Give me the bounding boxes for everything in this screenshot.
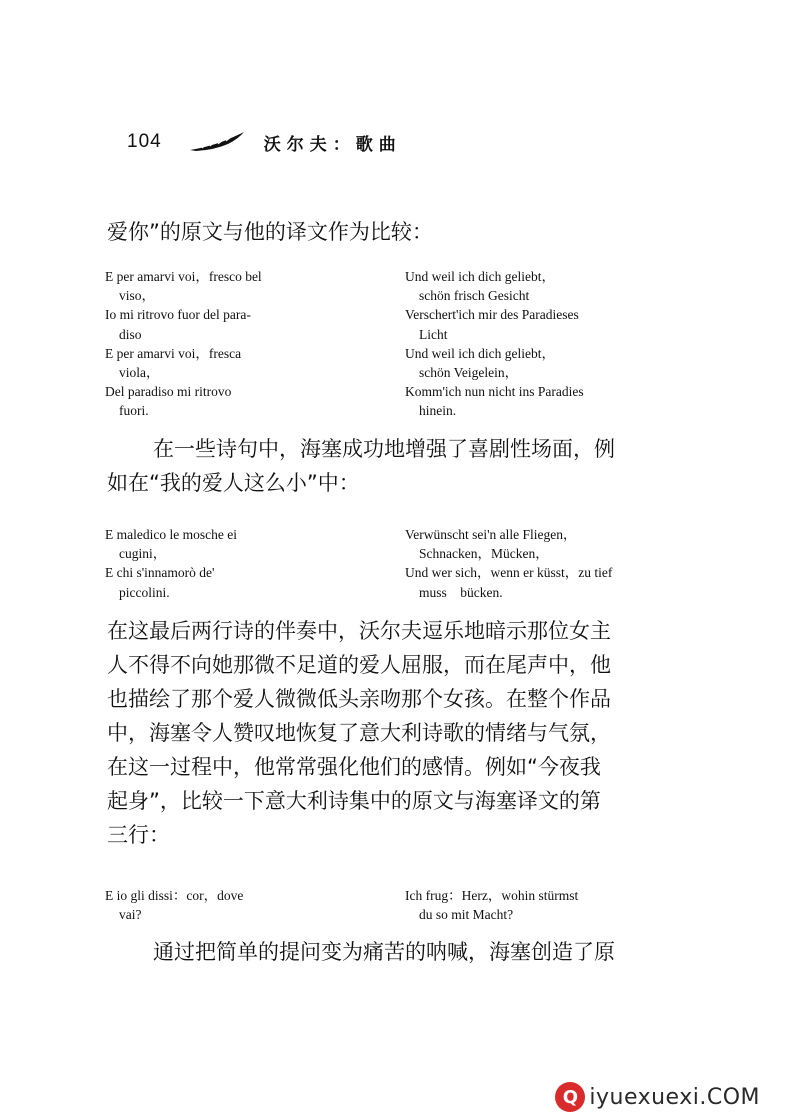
text-line: 人不得不向她那微不足道的爱人屈服，而在尾声中，他 [107,653,611,677]
text-line: 也描绘了那个爱人微微低头亲吻那个女孩。在整个作品 [107,687,611,711]
text-line: 如在“我的爱人这么小”中： [107,471,360,495]
text-line: 中，海塞令人赞叹地恢复了意大利诗歌的情绪与气氛， [107,721,611,745]
verse-line: diso [119,326,142,342]
text-line: 在一些诗句中，海塞成功地增强了喜剧性场面，例 [153,437,615,461]
verse-line: hinein. [419,403,457,419]
watermark-logo-icon: Q [555,1082,585,1112]
verse-block-1 [105,267,670,421]
verse-german [405,886,670,924]
verse-line: schön Veigelein， [419,365,519,381]
text-line: 三行： [107,823,170,847]
verse-line: muss bücken. [419,584,503,600]
site-watermark [555,1082,760,1112]
verse-line: viola， [119,365,160,381]
verse-line: E per amarvi voi，fresca [105,345,242,361]
text-line: 起身”，比较一下意大利诗集中的原文与海塞译文的第 [107,789,601,813]
text-line: 通过把简单的提问变为痛苦的呐喊，海塞创造了原 [153,940,615,964]
paragraph-4 [107,935,667,969]
verse-italian [105,886,405,924]
verse-line: Ich frug：Herz，wohin stürmst [405,888,579,903]
verse-block-2 [105,525,670,602]
paragraph-1 [107,215,667,249]
verse-line: Verwünscht sei'n alle Fliegen， [405,527,577,542]
page-header [127,124,402,160]
verse-line: Komm'ich nun nicht ins Paradies [405,384,584,400]
text-line: 爱你”的原文与他的译文作为比较： [107,220,433,244]
verse-line: Verschert'ich mir des Paradieses [405,307,579,323]
paragraph-2 [107,432,667,500]
paragraph-3 [107,614,667,852]
verse-line: E per amarvi voi，fresco bel [105,269,262,284]
verse-german [405,525,670,602]
verse-line: Schnacken，Mücken， [419,546,549,562]
text-line: 在这最后两行诗的伴奏中，沃尔夫逗乐地暗示那位女主 [107,619,611,643]
verse-line: fuori. [119,403,149,419]
verse-line: Und weil ich dich geliebt， [405,345,555,361]
verse-line: du so mit Macht? [419,907,514,923]
verse-line: Und wer sich，wenn er küsst，zu tief [405,565,613,581]
watermark-text: iyuexuexi.COM [589,1084,760,1110]
verse-line: Io mi ritrovo fuor del para- [105,307,251,323]
verse-block-3 [105,886,670,924]
verse-line: vai? [119,907,142,923]
quill-icon [188,131,246,153]
verse-line: Und weil ich dich geliebt， [405,269,555,284]
verse-line: Licht [419,326,448,342]
verse-german [405,267,670,421]
verse-line: cugini， [119,546,167,562]
verse-line: schön frisch Gesicht [419,288,530,304]
verse-line: E chi s'innamorò de' [105,565,215,581]
verse-line: piccolini. [119,584,170,600]
verse-italian [105,267,405,421]
verse-line: viso， [119,288,156,304]
running-title: 沃尔夫：歌曲 [263,134,402,155]
page-number: 104 [127,131,162,152]
verse-line: Del paradiso mi ritrovo [105,384,232,400]
verse-italian [105,525,405,602]
verse-line: E maledico le mosche ei [105,527,237,542]
verse-line: E io gli dissi：cor，dove [105,888,244,903]
text-line: 在这一过程中，他常常强化他们的感情。例如“今夜我 [107,755,601,779]
